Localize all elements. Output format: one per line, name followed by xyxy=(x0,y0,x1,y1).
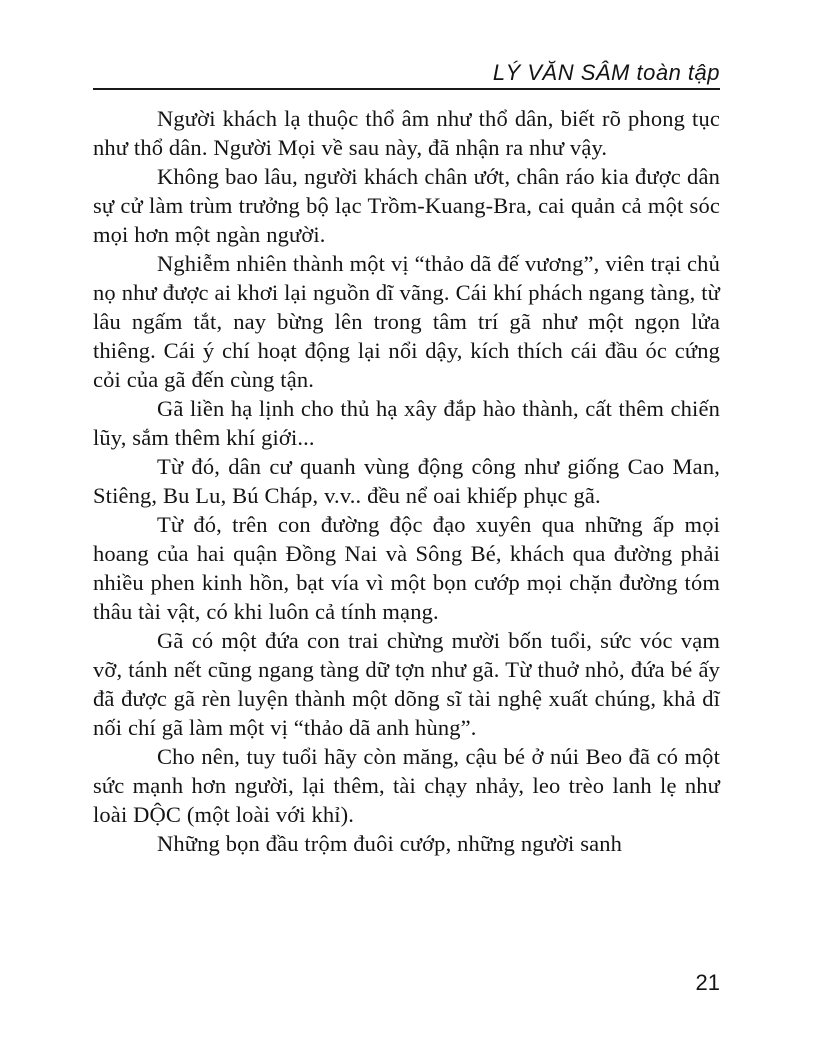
paragraph: Nghiễm nhiên thành một vị “thảo dã đế vương”, viên trại chủ nọ như được ai khơi lại nguồn dĩ vãng. Cái khí phách ngang tàng, từ lâu ngấm tắt, nay bừng lên trong tâm trí gã như một ngọn lửa thiêng. Cái ý chí hoạt động lại nổi dậy, kích thích cái đầu óc cứng cỏi của gã đến cùng tận. xyxy=(93,251,720,392)
running-header xyxy=(93,58,720,90)
paragraph: Từ đó, dân cư quanh vùng động công như giống Cao Man, Stiêng, Bu Lu, Bú Cháp, v.v.. đều nể oai khiếp phục gã. xyxy=(93,454,720,508)
paragraph: Không bao lâu, người khách chân ướt, chân ráo kia được dân sự cử làm trùm trưởng bộ lạc Trồm-Kuang-Bra, cai quản cả một sóc mọi hơn một ngàn người. xyxy=(93,164,720,247)
running-title: LÝ VĂN SÂM toàn tập xyxy=(492,60,720,85)
paragraph: Người khách lạ thuộc thổ âm như thổ dân, biết rõ phong tục như thổ dân. Người Mọi về sau này, đã nhận ra như vậy. xyxy=(93,106,720,160)
paragraph: Cho nên, tuy tuổi hãy còn măng, cậu bé ở núi Beo đã có một sức mạnh hơn người, lại thêm, tài chạy nhảy, leo trèo lanh lẹ như loài DỘC (một loài với khỉ). xyxy=(93,744,720,827)
paragraph: Gã liền hạ lịnh cho thủ hạ xây đắp hào thành, cất thêm chiến lũy, sắm thêm khí giới... xyxy=(93,396,720,450)
paragraph: Những bọn đầu trộm đuôi cướp, những người sanh xyxy=(157,831,623,856)
body-text xyxy=(93,104,720,858)
paragraph: Gã có một đứa con trai chừng mười bốn tuổi, sức vóc vạm vỡ, tánh nết cũng ngang tàng dữ tợn như gã. Từ thuở nhỏ, đứa bé ấy đã được gã rèn luyện thành một dõng sĩ tài nghệ xuất chúng, khả dĩ nối chí gã làm một vị “thảo dã anh hùng”. xyxy=(93,628,720,740)
page-number: 21 xyxy=(695,970,720,995)
paragraph: Từ đó, trên con đường độc đạo xuyên qua những ấp mọi hoang của hai quận Đồng Nai và Sông Bé, khách qua đường phải nhiều phen kinh hồn, bạt vía vì một bọn cướp mọi chặn đường tóm thâu tài vật, có khi luôn cả tính mạng. xyxy=(93,512,720,624)
